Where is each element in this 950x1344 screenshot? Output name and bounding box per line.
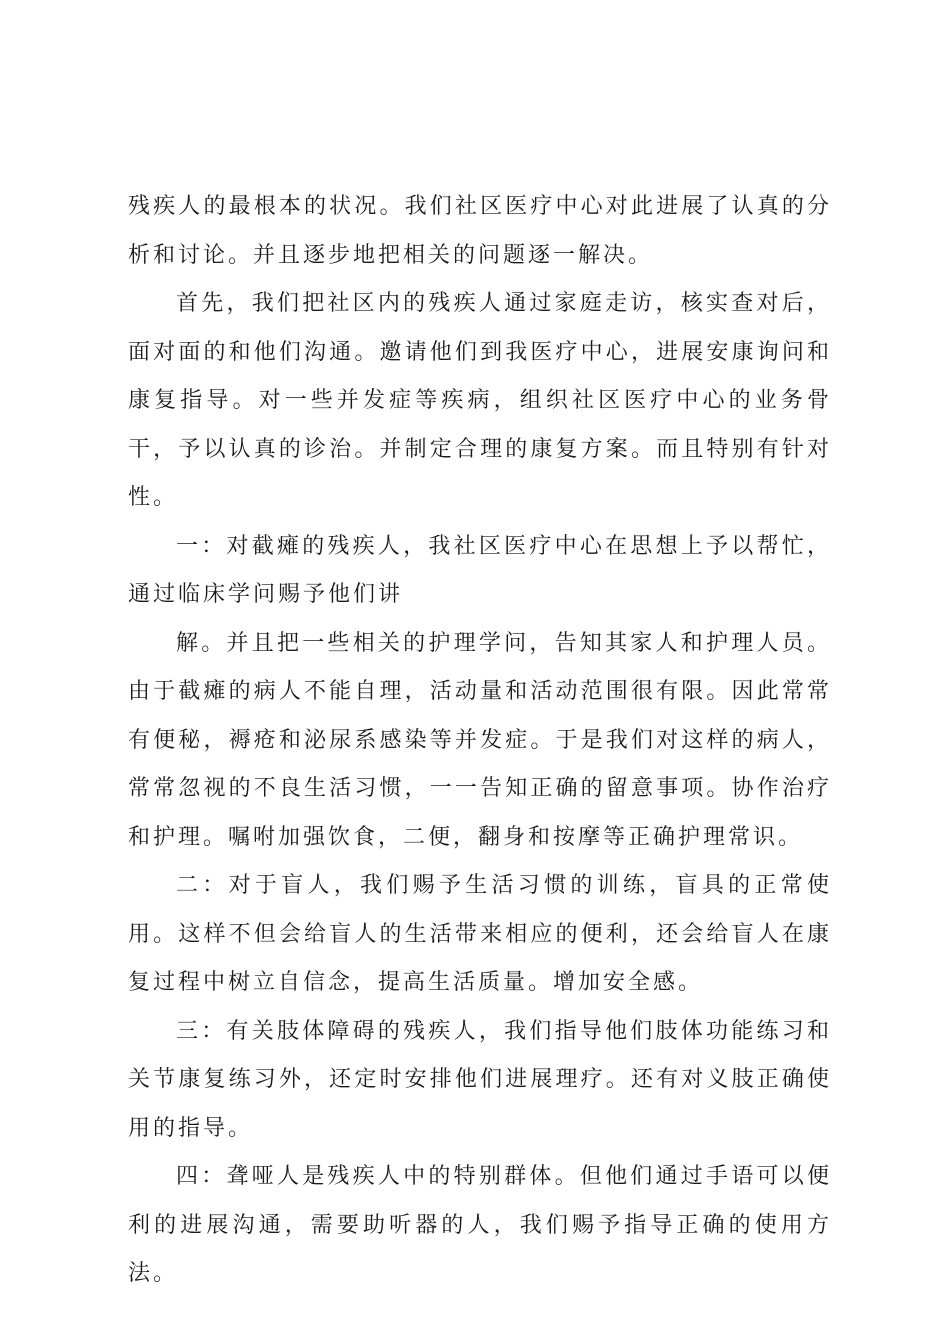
paragraph-deaf: 四：聋哑人是残疾人中的特别群体。但他们通过手语可以便利的进展沟通，需要助听器的人，我们赐予指导正确的使用方法。 bbox=[128, 1164, 832, 1286]
paragraph-paraplegia: 一：对截瘫的残疾人，我社区医疗中心在思想上予以帮忙，通过临床学问赐予他们讲 bbox=[128, 533, 832, 607]
paragraph-continuation: 残疾人的最根本的状况。我们社区医疗中心对此进展了认真的分析和讨论。并且逐步地把相关的问题逐一解决。 bbox=[128, 194, 832, 268]
paragraph-blind: 二：对于盲人，我们赐予生活习惯的训练，盲具的正常使用。这样不但会给盲人的生活带来相应的便利，还会给盲人在康复过程中树立自信念，提高生活质量。增加安全感。 bbox=[128, 873, 832, 995]
paragraph-limb: 三：有关肢体障碍的残疾人，我们指导他们肢体功能练习和关节康复练习外，还定时安排他们进展理疗。还有对义肢正确使用的指导。 bbox=[128, 1018, 832, 1141]
paragraph-first: 首先，我们把社区内的残疾人通过家庭走访，核实查对后，面对面的和他们沟通。邀请他们到我医疗中心，进展安康询问和康复指导。对一些并发症等疾病，组织社区医疗中心的业务骨干，予以认真的诊治。并制定合理的康复方案。而且特别有针对性。 bbox=[128, 291, 832, 510]
document-body bbox=[128, 183, 832, 1299]
paragraph-paraplegia-detail: 解。并且把一些相关的护理学问，告知其家人和护理人员。由于截瘫的病人不能自理，活动量和活动范围很有限。因此常常有便秘，褥疮和泌尿系感染等并发症。于是我们对这样的病人，常常忽视的不良生活习惯，一一告知正确的留意事项。协作治疗和护理。嘱咐加强饮食，二便，翻身和按摩等正确护理常识。 bbox=[128, 630, 832, 850]
